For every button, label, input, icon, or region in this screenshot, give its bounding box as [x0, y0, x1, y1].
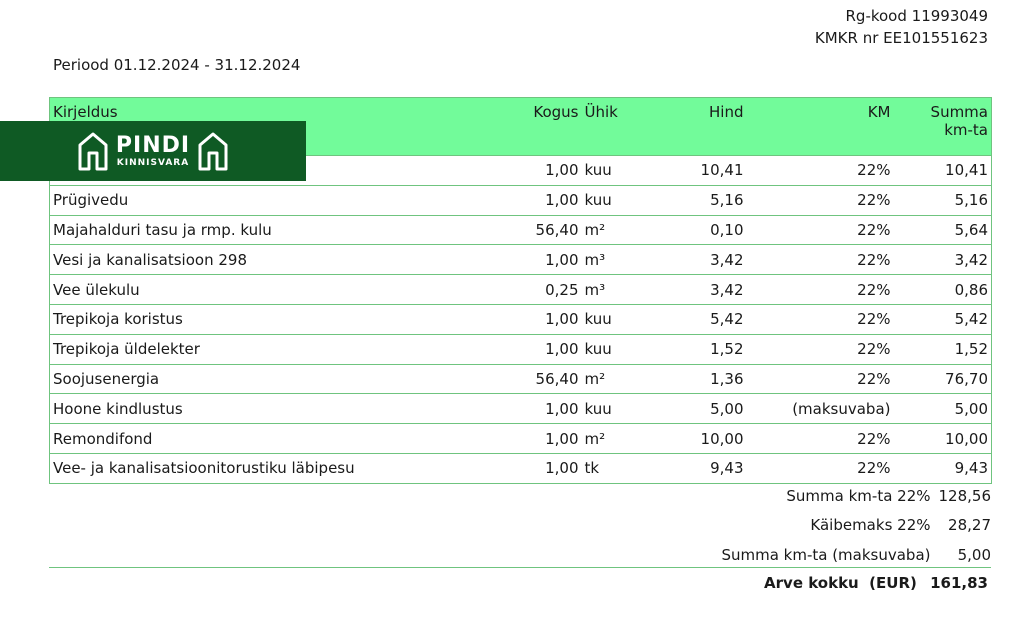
item-vat: 22%	[747, 424, 894, 454]
table-row	[50, 215, 992, 245]
totals-label: Käibemaks 22%	[810, 516, 931, 535]
item-price: 9,43	[652, 453, 747, 483]
item-unit: m²	[582, 424, 652, 454]
house-icon	[198, 131, 228, 171]
item-quantity: 1,00	[497, 394, 582, 424]
item-description: Vesi ja kanalisatsioon 298	[50, 245, 497, 275]
table-row	[50, 245, 992, 275]
item-vat: 22%	[747, 275, 894, 305]
totals-label: Summa km-ta 22%	[786, 486, 931, 505]
table-row	[50, 424, 992, 454]
col-header-unit: Ühik	[582, 98, 652, 156]
item-quantity: 1,00	[497, 245, 582, 275]
item-description: Hoone kindlustus	[50, 394, 497, 424]
totals-value: 5,00	[957, 545, 991, 564]
item-quantity: 1,00	[497, 304, 582, 334]
totals-divider	[49, 567, 991, 568]
item-vat: 22%	[747, 453, 894, 483]
item-description: Prügivedu	[50, 185, 497, 215]
item-description: Vee ülekulu	[50, 275, 497, 305]
logo-name: PINDI	[115, 132, 191, 158]
item-vat: 22%	[747, 215, 894, 245]
item-sum: 9,43	[894, 453, 992, 483]
item-vat: (maksuvaba)	[747, 394, 894, 424]
item-price: 5,00	[652, 394, 747, 424]
item-vat: 22%	[747, 364, 894, 394]
logo-wordmark	[115, 132, 191, 168]
company-registration	[815, 5, 988, 49]
item-price: 1,52	[652, 334, 747, 364]
item-description: Soojusenergia	[50, 364, 497, 394]
item-price: 0,10	[652, 215, 747, 245]
grand-total-label: Arve kokku (EUR)	[764, 574, 917, 592]
totals-value: 28,27	[948, 516, 991, 535]
item-sum: 5,64	[894, 215, 992, 245]
item-quantity: 0,25	[497, 275, 582, 305]
col-header-sum	[894, 98, 992, 156]
item-unit: kuu	[582, 334, 652, 364]
item-sum: 0,86	[894, 275, 992, 305]
vat-number: KMKR nr EE101551623	[814, 29, 988, 47]
item-sum: 5,42	[894, 304, 992, 334]
item-vat: 22%	[747, 334, 894, 364]
item-vat: 22%	[747, 304, 894, 334]
item-price: 10,00	[652, 424, 747, 454]
item-quantity: 1,00	[497, 156, 582, 186]
table-row	[50, 185, 992, 215]
col-header-price: Hind	[652, 98, 747, 156]
item-unit: m³	[582, 275, 652, 305]
billing-period: Periood 01.12.2024 - 31.12.2024	[53, 56, 301, 74]
item-description: Trepikoja üldelekter	[50, 334, 497, 364]
item-sum: 5,16	[894, 185, 992, 215]
table-row	[50, 394, 992, 424]
pindi-logo	[0, 121, 306, 181]
table-row	[50, 364, 992, 394]
item-description: Remondifond	[50, 424, 497, 454]
totals-row	[713, 540, 991, 570]
item-description: Majahalduri tasu ja rmp. kulu	[50, 215, 497, 245]
item-price: 3,42	[652, 275, 747, 305]
item-quantity: 1,00	[497, 453, 582, 483]
item-price: 1,36	[652, 364, 747, 394]
item-quantity: 1,00	[497, 424, 582, 454]
item-quantity: 56,40	[497, 364, 582, 394]
table-row	[50, 334, 992, 364]
reg-code: Rg-kood 11993049	[845, 7, 988, 25]
item-price: 5,16	[652, 185, 747, 215]
col-header-sum-line1: Summa	[930, 103, 988, 121]
item-quantity: 1,00	[497, 185, 582, 215]
logo-subtitle: KINNISVARA	[116, 157, 190, 168]
item-sum: 76,70	[894, 364, 992, 394]
totals-table	[713, 481, 991, 570]
item-price: 5,42	[652, 304, 747, 334]
col-header-sum-line2: km-ta	[944, 121, 988, 139]
totals-row	[713, 481, 991, 511]
item-sum: 5,00	[894, 394, 992, 424]
item-sum: 10,00	[894, 424, 992, 454]
totals-row	[713, 511, 991, 541]
item-vat: 22%	[747, 245, 894, 275]
item-unit: kuu	[582, 185, 652, 215]
house-icon	[78, 131, 108, 171]
totals-value: 128,56	[938, 486, 991, 505]
item-quantity: 1,00	[497, 334, 582, 364]
col-header-quantity: Kogus	[497, 98, 582, 156]
item-unit: kuu	[582, 394, 652, 424]
item-vat: 22%	[747, 156, 894, 186]
item-unit: tk	[582, 453, 652, 483]
item-unit: m²	[582, 215, 652, 245]
item-sum: 1,52	[894, 334, 992, 364]
item-quantity: 56,40	[497, 215, 582, 245]
item-sum: 10,41	[894, 156, 992, 186]
grand-total	[756, 574, 988, 592]
item-unit: m³	[582, 245, 652, 275]
item-description: Trepikoja koristus	[50, 304, 497, 334]
item-vat: 22%	[747, 185, 894, 215]
grand-total-value: 161,83	[930, 574, 988, 592]
col-header-vat: KM	[747, 98, 894, 156]
item-unit: m²	[582, 364, 652, 394]
item-description: Vee- ja kanalisatsioonitorustiku läbipesu	[50, 453, 497, 483]
item-sum: 3,42	[894, 245, 992, 275]
item-unit: kuu	[582, 156, 652, 186]
item-price: 3,42	[652, 245, 747, 275]
item-unit: kuu	[582, 304, 652, 334]
totals-label: Summa km-ta (maksuvaba)	[721, 545, 931, 564]
col-header-description: Kirjeldus	[50, 98, 497, 156]
item-price: 10,41	[652, 156, 747, 186]
table-row	[50, 304, 992, 334]
table-row	[50, 275, 992, 305]
table-row	[50, 453, 992, 483]
